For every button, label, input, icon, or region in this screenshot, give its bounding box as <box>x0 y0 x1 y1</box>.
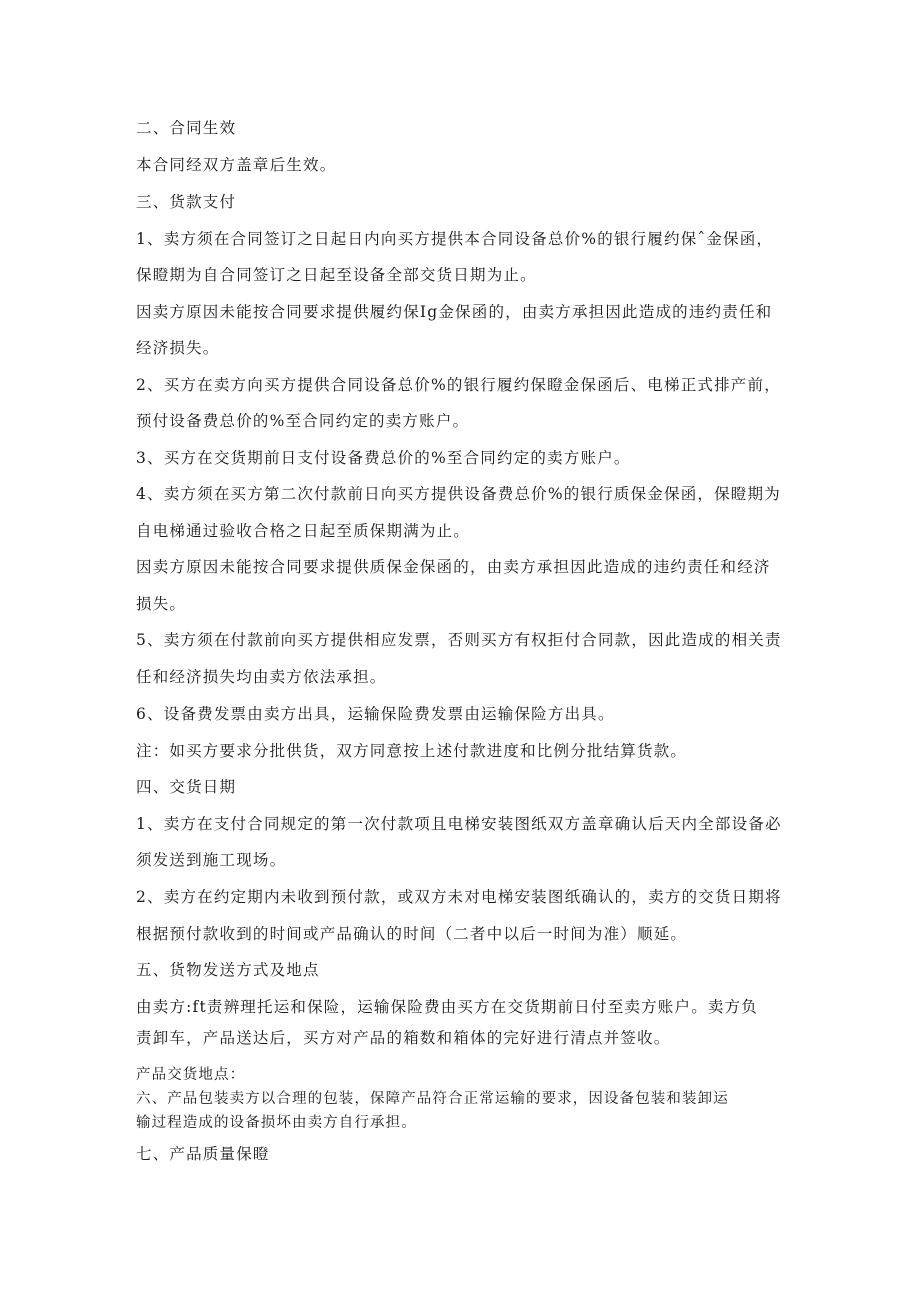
section-heading-quality-warranty: 七、产品质量保瞪 <box>136 1145 270 1163</box>
paragraph-line: 3、买方在交货期前日支付设备费总价的%至合同约定的卖方账户。 <box>136 449 631 467</box>
section-heading-contract-effect: 二、合同生效 <box>136 119 237 137</box>
paragraph-line: 6、设备费发票由卖方出具，运输保险费发票由运输保险方出具。 <box>136 705 615 723</box>
paragraph-line: 责卸车，产品送达后，买方对产品的箱数和箱体的完好进行清点并签收。 <box>136 1029 671 1047</box>
paragraph-line: 保瞪期为自合同签订之日起至设备全部交货日期为止。 <box>136 266 537 284</box>
paragraph-line: 1、卖方在支付合同规定的第一次付款项且电梯安装图纸双方盖章确认后天内全部设备必 <box>136 815 782 833</box>
paragraph-line: 预付设备费总价的%至合同约定的卖方账户。 <box>136 412 470 430</box>
paragraph-line: 4、卖方须在买方第二次付款前日向买方提供设备费总价%的银行质保金保函，保瞪期为 <box>136 485 781 503</box>
paragraph-line: 本合同经双方盖章后生效。 <box>136 156 337 174</box>
paragraph-line: 输过程造成的设备损坏由卖方自行承担。 <box>136 1115 417 1131</box>
paragraph-line: 经济损失。 <box>136 339 220 357</box>
paragraph-line: 因卖方原因未能按合同要求提供履约保Ig金保函的，由卖方承担因此造成的违约责任和 <box>136 303 773 321</box>
section-heading-shipping: 五、货物发送方式及地点 <box>136 961 320 979</box>
paragraph-line: 由卖方:ft责辨理托运和保险，运输保险费由买方在交货期前日付至卖方账户。卖方负 <box>136 998 758 1016</box>
paragraph-line: 根据预付款收到的时间或产品确认的时间（二者中以后一时间为准）顺延。 <box>136 925 688 943</box>
paragraph-line: 1、卖方须在合同签订之日起日内向买方提供本合同设备总价%的银行履约保ˆ金保函， <box>136 230 774 248</box>
section-heading-payment: 三、货款支付 <box>136 193 237 211</box>
section-heading-delivery-date: 四、交货日期 <box>136 778 237 796</box>
paragraph-line: 因卖方原因未能按合同要求提供质保金保函的，由卖方承担因此造成的违约责任和经济 <box>136 558 771 576</box>
paragraph-line: 自电梯通过验收合格之日起至质保期满为止。 <box>136 522 471 540</box>
paragraph-line: 2、卖方在约定期内未收到预付款，或双方未对电梯安装图纸确认的，卖方的交货日期将 <box>136 888 782 906</box>
paragraph-line: 损失。 <box>136 595 187 613</box>
delivery-location-label: 产品交货地点： <box>136 1067 246 1083</box>
paragraph-line: 任和经济损失均由卖方依法承担。 <box>136 668 387 686</box>
paragraph-line: 须发送到施工现场。 <box>136 851 287 869</box>
paragraph-line: 2、买方在卖方向买方提供合同设备总价%的银行履约保瞪金保函后、电梯正式排产前， <box>136 376 781 394</box>
note-line: 注：如买方要求分批供货，双方同意按上述付款进度和比例分批结算货款。 <box>136 742 688 760</box>
paragraph-line: 5、卖方须在付款前向买方提供相应发票，否则买方有权拒付合同款，因此造成的相关责 <box>136 631 782 649</box>
section-heading-packaging: 六、产品包装卖方以合理的包装，保障产品符合正常运输的要求，因设备包装和装卸运 <box>136 1091 729 1107</box>
